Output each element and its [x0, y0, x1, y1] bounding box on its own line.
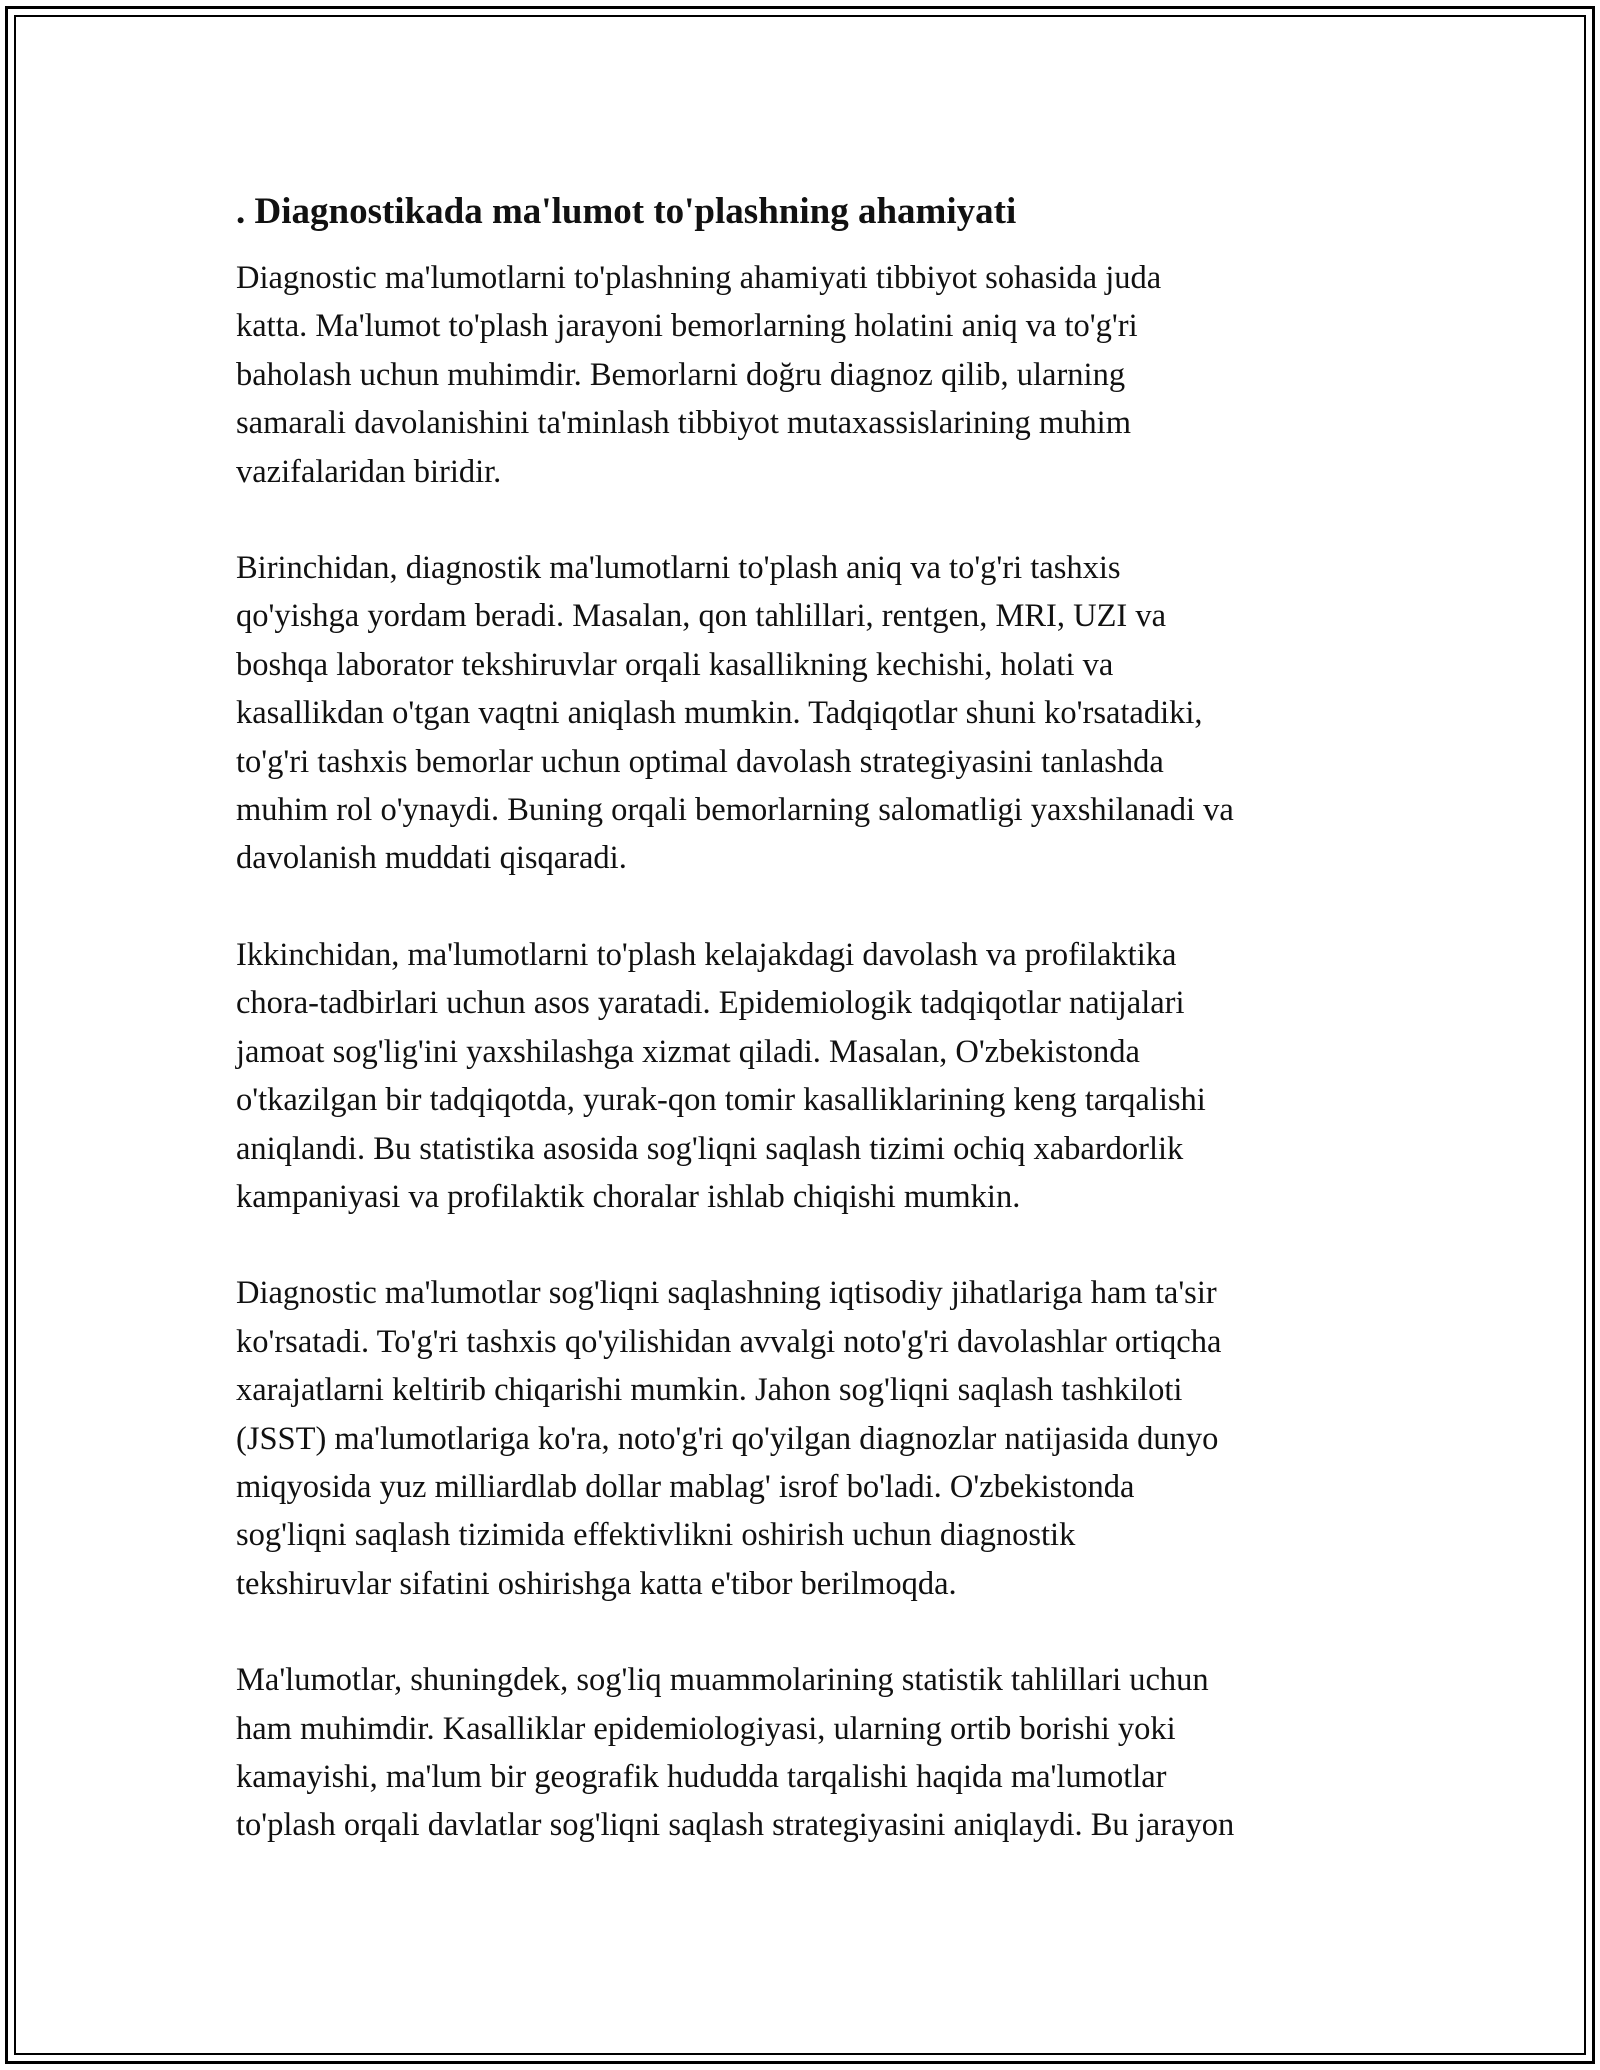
paragraph-line: kamayishi, ma'lum bir geografik hududda tarqalishi haqida ma'lumotlar [236, 1758, 1167, 1795]
paragraph-line: katta. Ma'lumot to'plash jarayoni bemorlarning holatini aniq va to'g'ri [236, 308, 1138, 345]
paragraph-line: chora-tadbirlari uchun asos yaratadi. Epidemiologik tadqiqotlar natijalari [236, 985, 1185, 1022]
section-heading: . Diagnostikada ma'lumot to'plashning ahamiyati [236, 191, 1017, 232]
paragraph-line: kampaniyasi va profilaktik choralar ishlab chiqishi mumkin. [236, 1178, 1021, 1215]
paragraph-line: Diagnostic ma'lumotlarni to'plashning ahamiyati tibbiyot sohasida juda [236, 260, 1162, 296]
document-body [236, 186, 1376, 1898]
paragraph-line: aniqlandi. Bu statistika asosida sog'liqni saqlash tizimi ochiq xabardorlik [236, 1130, 1184, 1167]
paragraph-line: o'tkazilgan bir tadqiqotda, yurak-qon tomir kasalliklarining keng tarqalishi [236, 1082, 1206, 1119]
paragraph-line: miqyosida yuz milliardlab dollar mablag' isrof bo'ladi. O'zbekistonda [236, 1468, 1135, 1505]
paragraph-line: vazifalaridan biridir. [236, 453, 502, 490]
paragraph-line: xarajatlarni keltirib chiqarishi mumkin. Jahon sog'liqni saqlash tashkiloti [236, 1372, 1183, 1409]
paragraph-line: sog'liqni saqlash tizimida effektivlikni oshirish uchun diagnostik [236, 1517, 1076, 1554]
paragraph-line: to'g'ri tashxis bemorlar uchun optimal davolash strategiyasini tanlashda [236, 743, 1164, 780]
paragraph-line: kasallikdan o'tgan vaqtni aniqlash mumkin. Tadqiqotlar shuni ko'rsatadiki, [236, 695, 1203, 732]
paragraph-3 [236, 931, 1376, 1221]
paragraph-line: Birinchidan, diagnostik ma'lumotlarni to'plash aniq va to'g'ri tashxis [236, 550, 1121, 587]
paragraph-1 [236, 254, 1376, 496]
paragraph-line: Diagnostic ma'lumotlar sog'liqni saqlashning iqtisodiy jihatlariga ham ta'sir [236, 1275, 1217, 1312]
paragraph-line: muhim rol o'ynaydi. Buning orqali bemorlarning salomatligi yaxshilanadi va [236, 792, 1234, 829]
paragraph-4 [236, 1269, 1376, 1608]
paragraph-line: (JSST) ma'lumotlariga ko'ra, noto'g'ri qo'yilgan diagnozlar natijasida dunyo [236, 1420, 1219, 1457]
paragraph-line: Ikkinchidan, ma'lumotlarni to'plash kelajakdagi davolash va profilaktika [236, 936, 1177, 973]
paragraph-5 [236, 1656, 1376, 1850]
paragraph-line: baholash uchun muhimdir. Bemorlarni doğru diagnoz qilib, ularning [236, 356, 1126, 393]
paragraph-line: tekshiruvlar sifatini oshirishga katta e'tibor berilmoqda. [236, 1565, 957, 1602]
paragraph-line: jamoat sog'lig'ini yaxshilashga xizmat qiladi. Masalan, O'zbekistonda [236, 1033, 1140, 1070]
paragraph-2 [236, 544, 1376, 883]
paragraph-line: samarali davolanishini ta'minlash tibbiyot mutaxassislarining muhim [236, 405, 1131, 442]
paragraph-line: Ma'lumotlar, shuningdek, sog'liq muammolarining statistik tahlillari uchun [236, 1662, 1209, 1699]
paragraph-line: ham muhimdir. Kasalliklar epidemiologiyasi, ularning ortib borishi yoki [236, 1710, 1176, 1747]
paragraph-line: to'plash orqali davlatlar sog'liqni saqlash strategiyasini aniqlaydi. Bu jarayon [236, 1807, 1235, 1844]
paragraph-line: boshqa laborator tekshiruvlar orqali kasallikning kechishi, holati va [236, 646, 1114, 683]
paragraph-line: ko'rsatadi. To'g'ri tashxis qo'yilishidan avvalgi noto'g'ri davolashlar ortiqcha [236, 1323, 1222, 1360]
paragraph-line: qo'yishga yordam beradi. Masalan, qon tahlillari, rentgen, MRI, UZI va [236, 598, 1167, 635]
paragraph-line: davolanish muddati qisqaradi. [236, 840, 627, 877]
